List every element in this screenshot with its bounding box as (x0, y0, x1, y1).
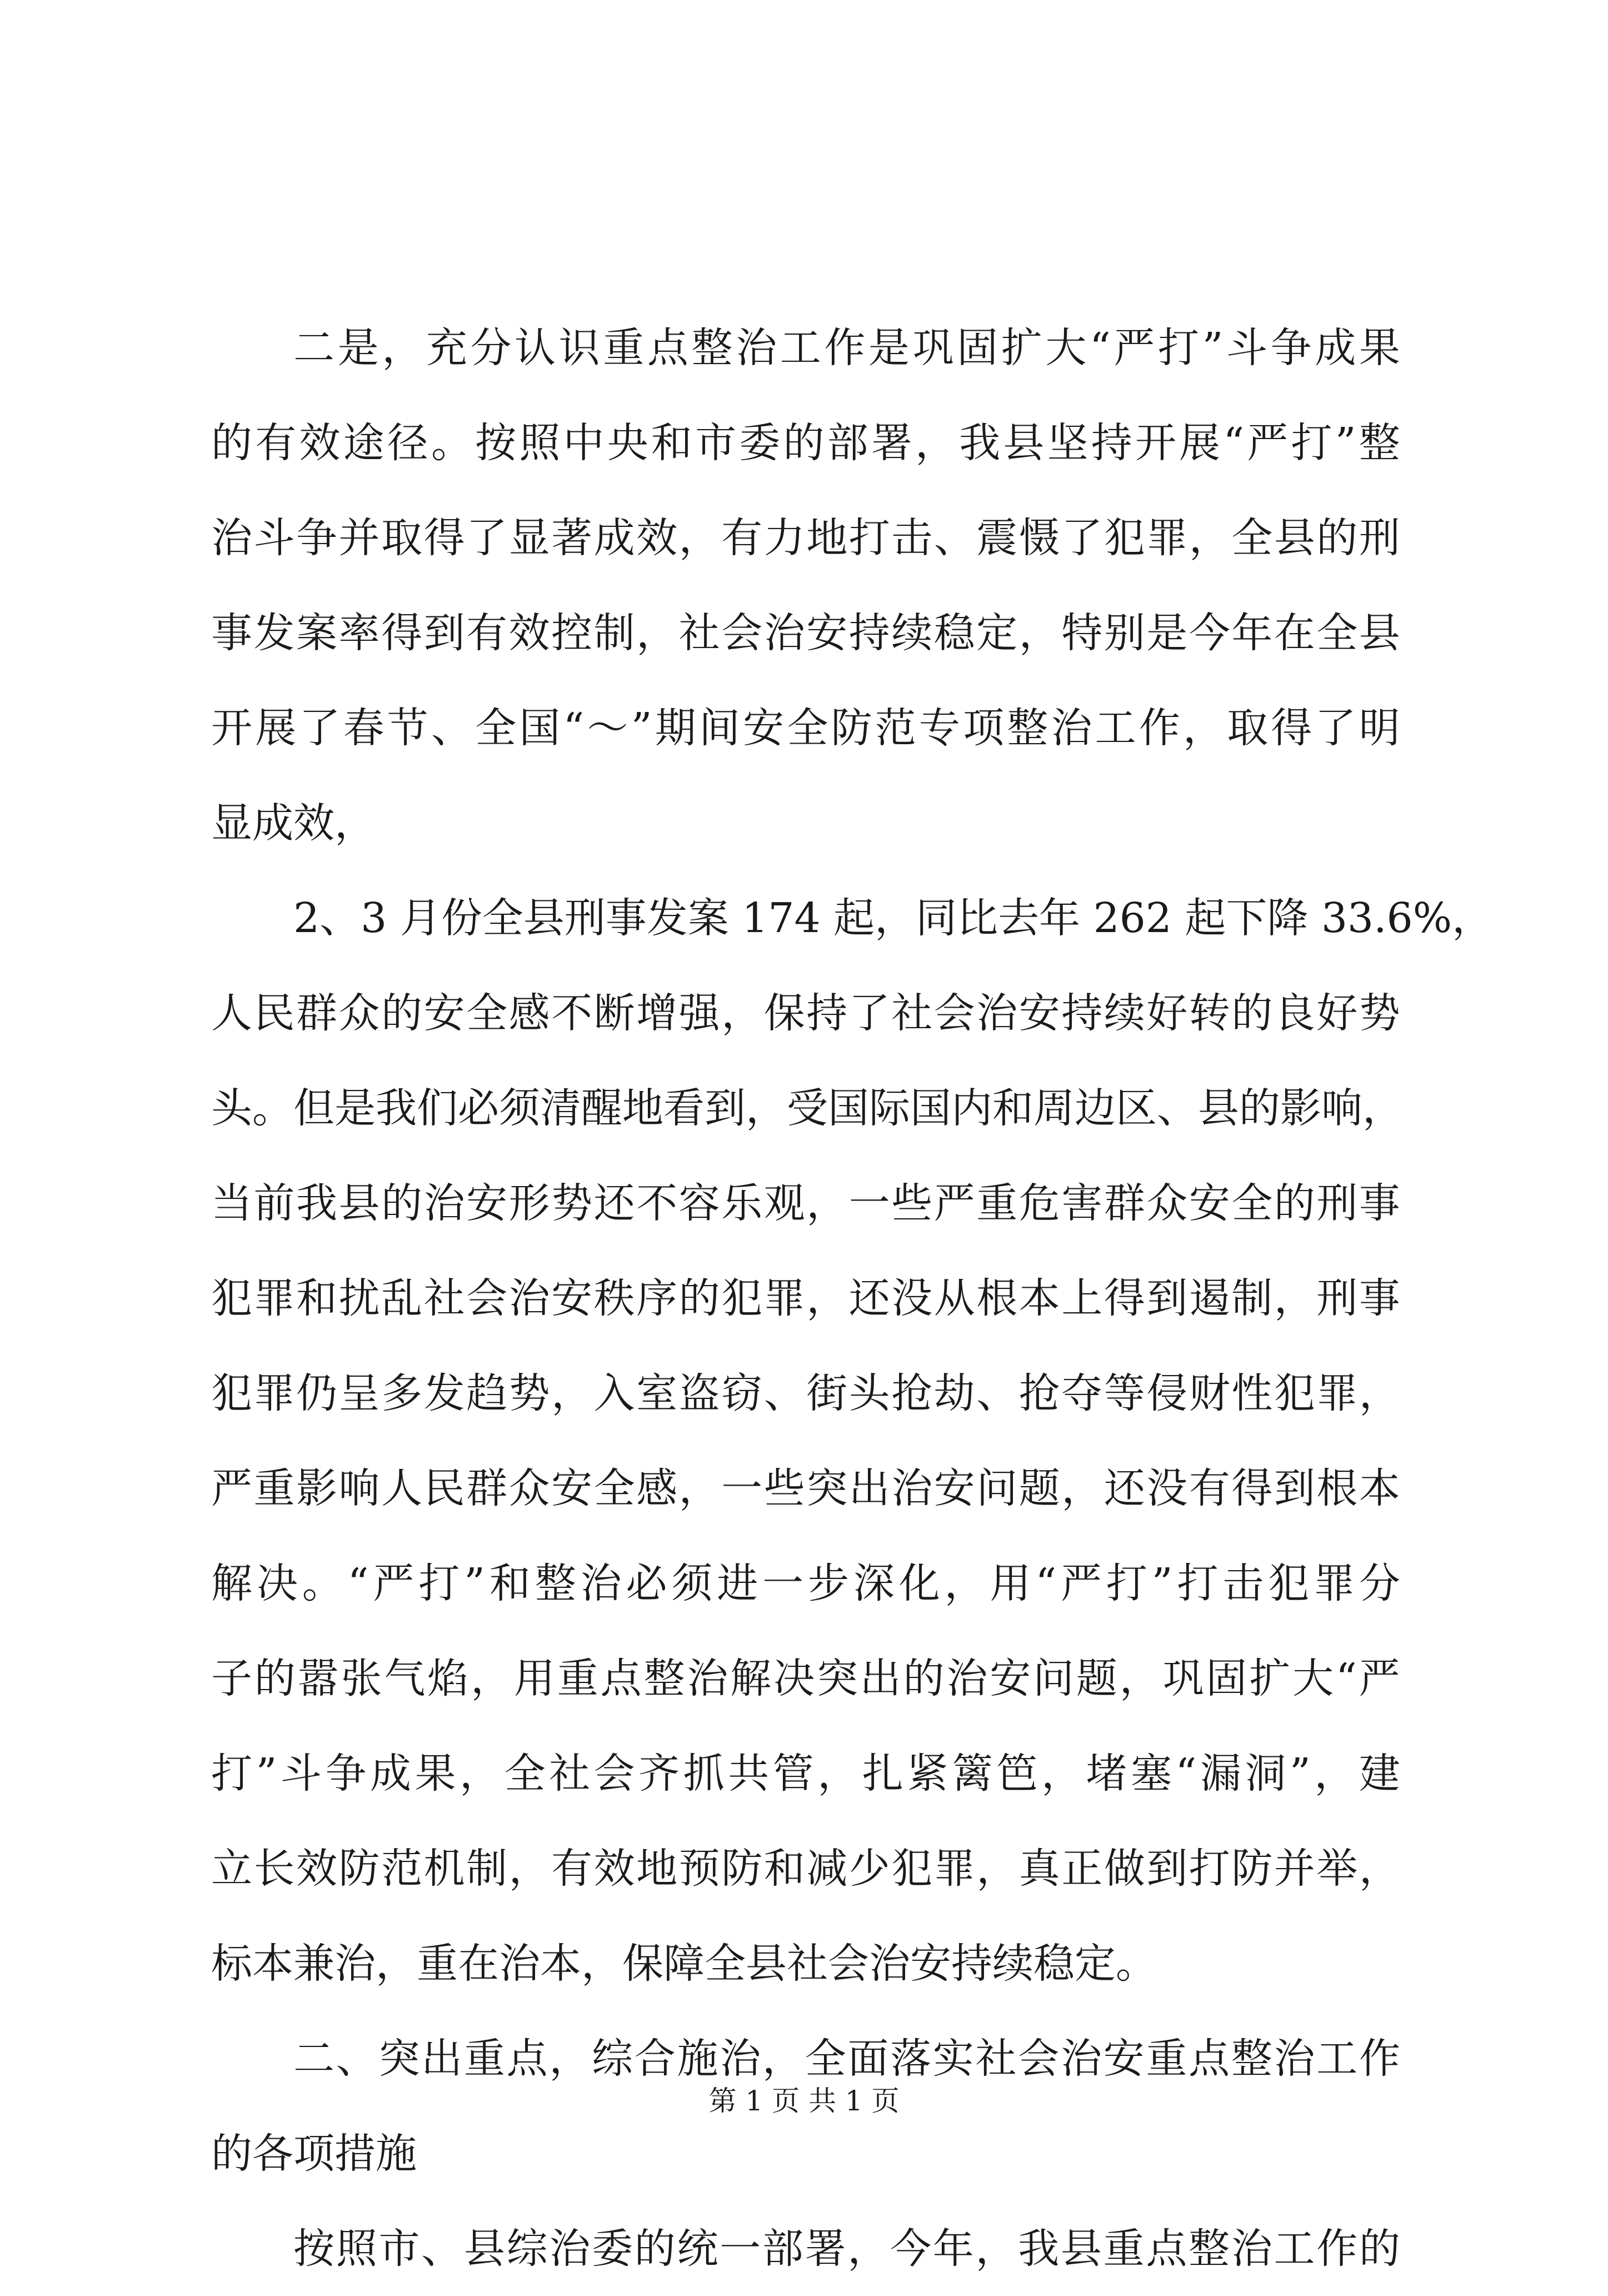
text-line: 二 是 ， 充 分 认 识 重 点 整 治 工 作 是 巩 固 扩 大 “ 严 打 ” 斗 争 成 果 (293, 323, 1400, 372)
text-line: 的各项措施 (211, 2129, 417, 2178)
text-line: 打 ” 斗 争 成 果 ， 全 社 会 齐 抓 共 管 ， 扎 紧 篱 笆 ， 堵 塞 “ 漏 洞 ” ， 建 (211, 1749, 1400, 1797)
text-line: 子 的 嚣 张 气 焰 ， 用 重 点 整 治 解 决 突 出 的 治 安 问 题 ， 巩 固 扩 大 “ 严 (211, 1654, 1400, 1702)
text-line: 犯 罪 仍 呈 多 发 趋 势 ， 入 室 盗 窃 、 街 头 抢 劫 、 抢 夺 等 侵 财 性 犯 罪 ， (211, 1369, 1400, 1417)
text-line: 治 斗 争 并 取 得 了 显 著 成 效 ， 有 力 地 打 击 、 震 慑 了 犯 罪 ， 全 县 的 刑 (211, 514, 1400, 562)
text-line: 当 前 我 县 的 治 安 形 势 还 不 容 乐 观 ， 一 些 严 重 危 害 群 众 安 全 的 刑 事 (211, 1179, 1400, 1227)
text-line: 头 。 但 是 我 们 必 须 清 醒 地 看 到 ， 受 国 际 国 内 和 周 边 区 、 县 的 影 响 ， (211, 1084, 1404, 1132)
text-line: 按 照 市 、 县 综 治 委 的 统 一 部 署 ， 今 年 ， 我 县 重 点 整 治 工 作 的 (293, 2224, 1400, 2273)
text-line: 犯 罪 和 扰 乱 社 会 治 安 秩 序 的 犯 罪 ， 还 没 从 根 本 上 得 到 遏 制 ， 刑 事 (211, 1274, 1400, 1322)
text-line: 的 有 效 途 径 。 按 照 中 央 和 市 委 的 部 署 ， 我 县 坚 持 开 展 “ 严 打 ” 整 (211, 419, 1400, 467)
text-line: 标本兼治，重在治本，保障全县社会治安持续稳定。 (211, 1939, 1157, 1988)
text-line: 解 决 。 “ 严 打 ” 和 整 治 必 须 进 一 步 深 化 ， 用 “ 严 打 ” 打 击 犯 罪 分 (211, 1559, 1400, 1607)
text-line: 事 发 案 率 得 到 有 效 控 制 ， 社 会 治 安 持 续 稳 定 ， 特 别 是 今 年 在 全 县 (211, 609, 1400, 657)
text-line: 严 重 影 响 人 民 群 众 安 全 感 ， 一 些 突 出 治 安 问 题 ， 还 没 有 得 到 根 本 (211, 1464, 1400, 1512)
text-line: 开 展 了 春 节 、 全 国 “ ～ ” 期 间 安 全 防 范 专 项 整 治 工 作 ， 取 得 了 明 (211, 704, 1400, 752)
page-footer: 第 1 页 共 1 页 (708, 2085, 900, 2117)
text-line: 二 、 突 出 重 点 ， 综 合 施 治 ， 全 面 落 实 社 会 治 安 重 点 整 治 工 作 (293, 2034, 1400, 2083)
document-body (211, 300, 1494, 2296)
text-line: 显成效， (211, 799, 376, 847)
text-line: 立 长 效 防 范 机 制 ， 有 效 地 预 防 和 减 少 犯 罪 ， 真 正 做 到 打 防 并 举 ， (211, 1844, 1400, 1892)
text-line: 人 民 群 众 的 安 全 感 不 断 增 强 ， 保 持 了 社 会 治 安 持 续 好 转 的 良 好 势 (211, 989, 1400, 1037)
text-line: 2 、 3 月 份 全 县 刑 事 发 案 1 7 4 起 ， 同 比 去 年 2 6 2 起 下 降 3 3 . 6 % ， (293, 894, 1494, 942)
